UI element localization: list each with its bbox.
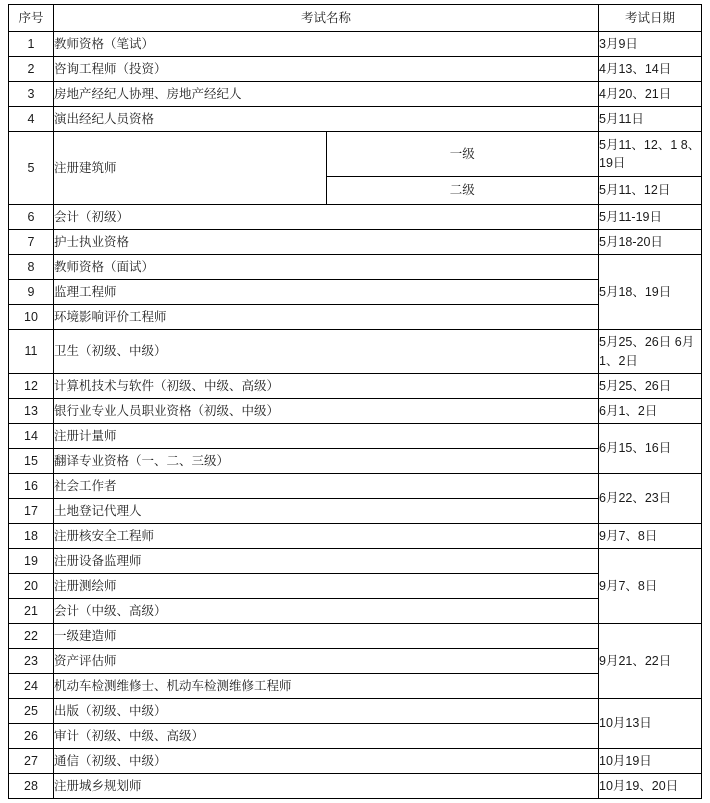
row-date-line: 5月25、26日: [599, 335, 672, 350]
table-row: [9, 474, 702, 499]
row-date-line: 6月1、2日: [599, 335, 695, 368]
header-name: 考试名称: [54, 5, 599, 32]
row-date: 3月9日: [599, 32, 702, 57]
row-name: 注册测绘师: [54, 574, 599, 599]
table-row: [9, 724, 702, 749]
row-date-line: 8、19日: [599, 137, 701, 170]
table-row: [9, 82, 702, 107]
table-row: [9, 749, 702, 774]
row-date-1: [599, 132, 702, 177]
row-no: 15: [9, 449, 54, 474]
row-no: 25: [9, 699, 54, 724]
row-name: 会计（初级）: [54, 205, 599, 230]
row-name: 审计（初级、中级、高级）: [54, 724, 599, 749]
row-date: 10月19、20日: [599, 774, 702, 799]
header-date: 考试日期: [599, 5, 702, 32]
row-name: 注册建筑师: [54, 132, 327, 205]
row-no: 27: [9, 749, 54, 774]
table-row: [9, 549, 702, 574]
row-name: 注册核安全工程师: [54, 524, 599, 549]
row-name: 护士执业资格: [54, 230, 599, 255]
header-no: 序号: [9, 5, 54, 32]
row-name: 机动车检测维修士、机动车检测维修工程师: [54, 674, 599, 699]
row-date: 10月19日: [599, 749, 702, 774]
table-row: [9, 624, 702, 649]
row-date: 10月13日: [599, 699, 702, 749]
row-name: 演出经纪人员资格: [54, 107, 599, 132]
table-row: [9, 649, 702, 674]
row-no: 17: [9, 499, 54, 524]
row-no: 6: [9, 205, 54, 230]
row-name: 计算机技术与软件（初级、中级、高级）: [54, 374, 599, 399]
table-row: [9, 399, 702, 424]
table-row: [9, 524, 702, 549]
row-date: 9月7、8日: [599, 549, 702, 624]
row-date: 5月25、26日: [599, 374, 702, 399]
row-no: 5: [9, 132, 54, 205]
row-date: 9月7、8日: [599, 524, 702, 549]
row-no: 20: [9, 574, 54, 599]
exam-schedule-table: [8, 4, 702, 799]
row-date-line: 5月11、12、1: [599, 137, 678, 152]
row-no: 13: [9, 399, 54, 424]
table-row: [9, 599, 702, 624]
row-name: 注册设备监理师: [54, 549, 599, 574]
row-name: 会计（中级、高级）: [54, 599, 599, 624]
row-level-2: 二级: [326, 177, 599, 205]
row-name: 通信（初级、中级）: [54, 749, 599, 774]
row-date: 6月1、2日: [599, 399, 702, 424]
row-date: 5月18、19日: [599, 255, 702, 330]
row-name: 翻译专业资格（一、二、三级）: [54, 449, 599, 474]
row-no: 19: [9, 549, 54, 574]
table-row: [9, 32, 702, 57]
row-name: 卫生（初级、中级）: [54, 330, 599, 374]
row-level-1: 一级: [326, 132, 599, 177]
row-no: 3: [9, 82, 54, 107]
row-no: 7: [9, 230, 54, 255]
row-name: 资产评估师: [54, 649, 599, 674]
table-row: [9, 574, 702, 599]
table-row: [9, 305, 702, 330]
row-name: 注册计量师: [54, 424, 599, 449]
row-date: 9月21、22日: [599, 624, 702, 699]
row-no: 14: [9, 424, 54, 449]
row-name: 一级建造师: [54, 624, 599, 649]
row-no: 9: [9, 280, 54, 305]
row-no: 2: [9, 57, 54, 82]
row-name: 教师资格（面试）: [54, 255, 599, 280]
table-row: [9, 330, 702, 374]
table-row: [9, 674, 702, 699]
row-date: 6月15、16日: [599, 424, 702, 474]
row-date: 6月22、23日: [599, 474, 702, 524]
table-row: [9, 132, 702, 177]
row-no: 12: [9, 374, 54, 399]
row-name: 出版（初级、中级）: [54, 699, 599, 724]
table-row: [9, 774, 702, 799]
row-no: 16: [9, 474, 54, 499]
row-date: 4月13、14日: [599, 57, 702, 82]
table-header-row: [9, 5, 702, 32]
row-date: 5月11日: [599, 107, 702, 132]
row-date: 4月20、21日: [599, 82, 702, 107]
row-no: 28: [9, 774, 54, 799]
row-no: 8: [9, 255, 54, 280]
row-no: 4: [9, 107, 54, 132]
row-name: 监理工程师: [54, 280, 599, 305]
row-no: 18: [9, 524, 54, 549]
table-row: [9, 424, 702, 449]
table-row: [9, 57, 702, 82]
row-no: 24: [9, 674, 54, 699]
row-no: 22: [9, 624, 54, 649]
table-row: [9, 230, 702, 255]
table-body: [9, 32, 702, 799]
row-date: 5月18-20日: [599, 230, 702, 255]
table-row: [9, 449, 702, 474]
table-row: [9, 374, 702, 399]
table-header: [9, 5, 702, 32]
row-date-2: 5月11、12日: [599, 177, 702, 205]
table-row: [9, 280, 702, 305]
row-name: 咨询工程师（投资）: [54, 57, 599, 82]
row-date: [599, 330, 702, 374]
row-name: 银行业专业人员职业资格（初级、中级）: [54, 399, 599, 424]
table-row: [9, 205, 702, 230]
table-row: [9, 255, 702, 280]
row-no: 23: [9, 649, 54, 674]
table-row: [9, 499, 702, 524]
row-no: 1: [9, 32, 54, 57]
row-name: 注册城乡规划师: [54, 774, 599, 799]
row-name: 土地登记代理人: [54, 499, 599, 524]
row-name: 教师资格（笔试）: [54, 32, 599, 57]
row-no: 10: [9, 305, 54, 330]
row-no: 21: [9, 599, 54, 624]
row-name: 社会工作者: [54, 474, 599, 499]
row-name: 环境影响评价工程师: [54, 305, 599, 330]
row-name: 房地产经纪人协理、房地产经纪人: [54, 82, 599, 107]
row-no: 26: [9, 724, 54, 749]
row-no: 11: [9, 330, 54, 374]
table-row: [9, 699, 702, 724]
table-row: [9, 107, 702, 132]
row-date: 5月11-19日: [599, 205, 702, 230]
